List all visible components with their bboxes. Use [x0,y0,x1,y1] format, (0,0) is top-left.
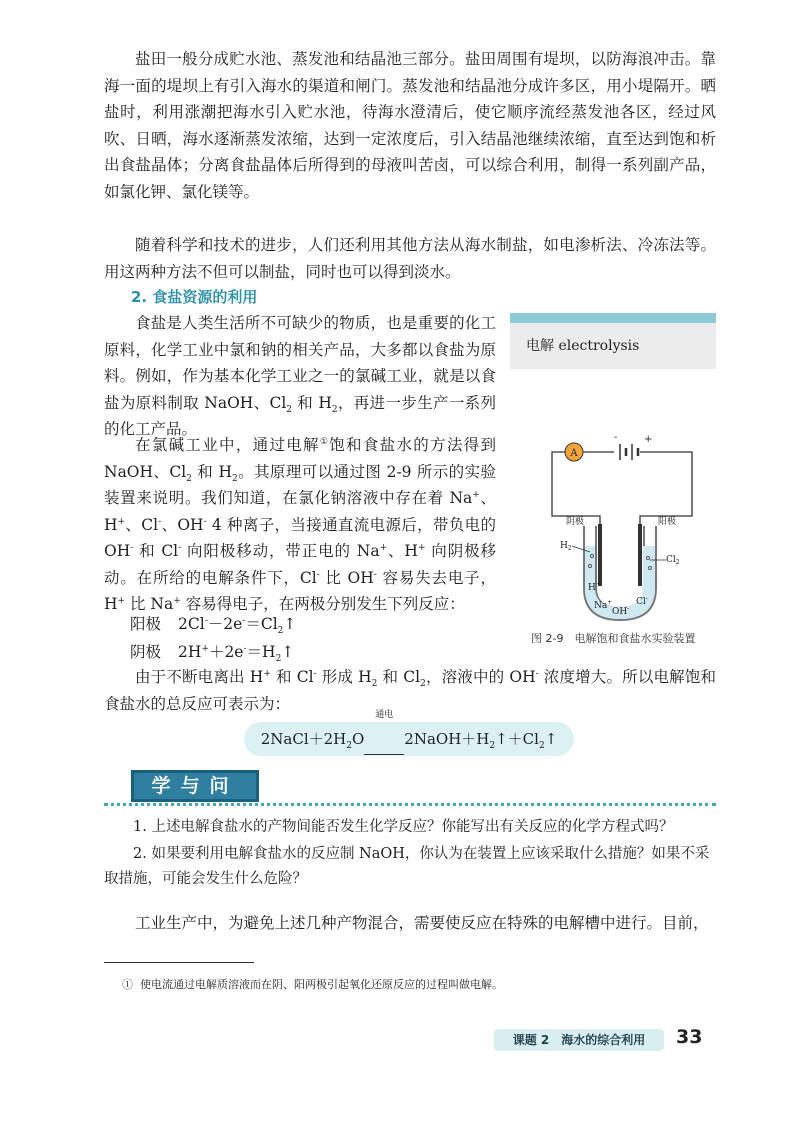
superscript: + [417,542,426,553]
subscript: 2 [420,679,426,690]
eq-part: ↑＋Cl [495,730,539,748]
reaction-arrow [364,710,404,755]
dotted-divider [104,803,716,806]
hplus-text: H [588,583,596,593]
anode-electrode [638,524,642,586]
text-run: 和 Cl [377,668,421,686]
eq-part: 2Cl [178,615,205,633]
superscript: + [117,595,126,606]
total-equation [244,710,574,756]
text-run: 比 Na [125,595,174,613]
figure-caption: 图 2-9 电解饱和食盐水实验装置 [531,632,696,645]
eq-part: ↑ [544,730,558,748]
superscript: - [645,595,648,602]
eq-part: ↑ [281,643,295,661]
superscript: + [379,542,388,553]
text-run: 在氯碱工业中，通过电解 [135,436,320,454]
fig-oh-label [612,605,629,617]
paragraph-other-methods: 随着科学和技术的进步，人们还利用其他方法从海水制盐，如电渗析法、冷冻法等。用这两种方法不但可以制盐，同时也可以得到淡水。 [104,236,716,281]
subscript: 2 [186,473,192,484]
eq-part: 2NaOH＋H [404,730,490,748]
superscript: - [627,605,630,612]
superscript: + [472,489,480,500]
footnote-marker: ① [122,978,133,991]
text-run: 4 种离子，当接通直流电源后，带负电的 OH [104,515,497,560]
ammeter-label: A [570,448,578,459]
subscript: 2 [567,545,572,552]
page-number: 33 [676,1026,703,1048]
text-run: 比 OH [319,568,374,587]
study-question-1: 1. 上述电解食盐水的产物间能否发生化学反应？你能写出有关反应的化学方程式吗？ [133,819,674,835]
text-run: 容易得电子，在两极分别发生下列反应： [180,595,465,613]
text-run: 向阳极移动，带正电的 Na [181,542,380,560]
fig-cl2-label [666,555,680,566]
fig-hplus-label [588,581,601,593]
footnote-rule [104,962,254,963]
text-run: 向阴极移动。在所给的电解条件下，Cl [104,542,496,587]
cl2-text: Cl [666,555,676,565]
eq-part: 2H [178,643,202,661]
text-run: 和 H [292,393,332,412]
section-title: 2. 食盐资源的利用 [131,288,258,306]
text-run: 。其原理可以通过图 2-9 所示的实验装置来说明。我们知道，在氯化钠溶液中存在着 Na [104,462,496,507]
naplus-text: Na [594,601,608,611]
superscript: - [243,643,247,654]
h2-text: H [560,541,568,551]
text-run: 饱和食盐水的方法得到 NaOH、Cl [104,436,496,481]
footnote [122,976,503,992]
text-run: 容易失去电子，H [104,568,496,613]
eq-part: －2e [207,615,243,633]
eq-part: ＋2e [208,643,244,661]
battery-plus-label: + [644,434,653,445]
text-run: 、H [387,542,418,560]
subscript: 2 [675,559,680,566]
superscript: - [158,516,162,527]
study-question-2: 2. 如果要利用电解食盐水的反应制 NaOH，你认为在装置上应该采取什么措施？如果不采取措施，可能会发生什么危险？ [104,846,710,887]
superscript: - [242,615,246,626]
superscript: + [595,581,601,588]
electrolysis-apparatus-figure [530,428,720,628]
eq-part: ↑ [283,615,297,633]
superscript: + [117,516,126,527]
cathode-reaction [130,640,295,665]
text-run: 由于不断电离出 H [135,668,264,686]
superscript: + [607,599,613,606]
text-run: 和 Cl [270,668,314,686]
text-run: 、H [104,489,496,534]
subscript: 2 [371,679,378,690]
superscript: - [373,569,377,580]
subscript: 2 [286,404,293,415]
subscript: 2 [277,626,284,637]
text-run: 形成 H [316,668,372,686]
clminus-text: Cl [636,597,646,607]
eq-part: 2NaCl＋2H [260,730,347,748]
reaction-condition: 通电 [375,710,394,720]
superscript: - [535,668,539,679]
paragraph-summary [104,664,716,717]
superscript: + [201,643,209,654]
text-run: 食盐是人类生活所不可缺少的物质，也是重要的化工原料，化学工业中氯和钠的相关产品，大多都以食盐为原料。例如，作为基本化学工业之一的氯碱工业，就是以食盐为原料制取 NaOH、Cl [104,314,496,412]
cathode-label: 阴极 [130,643,162,661]
term-electrolysis: 电解 electrolysis [526,338,640,354]
subscript: 2 [331,404,338,415]
superscript: - [313,668,317,679]
footnote-ref[interactable]: ① [319,436,330,447]
paragraph-chlor-alkali [104,432,496,618]
subscript: 2 [346,741,352,751]
cathode-electrode [595,524,602,588]
arrow-line [364,754,404,755]
fig-h2-label [560,541,572,552]
text-run: ，溶液中的 OH [425,668,536,686]
text-run: 和 Cl [133,542,179,560]
superscript: + [263,668,271,679]
chapter-footer: 课题 2 海水的综合利用 [494,1029,664,1051]
fig-cathode-label: 阴极 [566,517,585,527]
superscript: + [173,595,181,606]
eq-part: ＝H [246,643,276,661]
anode-label: 阳极 [130,615,162,633]
superscript: - [130,542,134,553]
paragraph-salt-resource [104,310,496,443]
text-run: 、Cl [125,515,159,534]
text-run: 、OH [161,515,204,534]
superscript: - [203,516,207,527]
eq-part: ＝Cl [245,615,278,633]
battery-minus-label: - [614,432,618,443]
u-tube-inner [596,526,644,608]
superscript: - [316,569,320,580]
paragraph-industrial: 工业生产中，为避免上述几种产物混合，需要使反应在特殊的电解槽中进行。目前， [135,914,709,932]
superscript: - [204,615,208,626]
subscript: 2 [231,473,238,484]
study-banner: 学与问 [131,770,259,802]
subscript: 2 [489,741,496,751]
superscript: - [178,542,182,553]
anode-reaction [130,612,297,637]
text-run: 浓度增大。所以电解饱和食盐水的总反应可表示为： [104,668,717,713]
subscript: 2 [275,654,282,665]
footnote-text: 使电流通过电解质溶液而在阴、阳两极引起氧化还原反应的过程叫做电解。 [140,978,503,991]
eq-part: O [351,730,365,748]
subscript: 2 [538,741,545,751]
paragraph-saltfield: 盐田一般分成贮水池、蒸发池和结晶池三部分。盐田周围有堤坝，以防海浪冲击。靠海一面的堤坝上有引入海水的渠道和闸门。蒸发池和结晶池分成许多区，用小堤隔开。晒盐时，利用涨潮把海水引入贮水池，待海水澄清后，使它顺序流经蒸发池各区，经过风吹、日晒，海水逐渐蒸发浓缩，达到一定浓度后，引入结晶池继续浓缩，直至达到饱和析出食盐晶体；分离食盐晶体后所得到的母液叫苦卤，可以综合利用，制得一系列副产品，如氯化钾、氯化镁等。 [104,50,716,201]
text-run: ，再进一步生产一系列的化工产品。 [104,393,496,438]
oh-text: OH [612,607,628,617]
term-sidebox [510,313,716,369]
text-run: 和 H [191,462,232,481]
fig-anode-label: 阳极 [658,517,677,527]
